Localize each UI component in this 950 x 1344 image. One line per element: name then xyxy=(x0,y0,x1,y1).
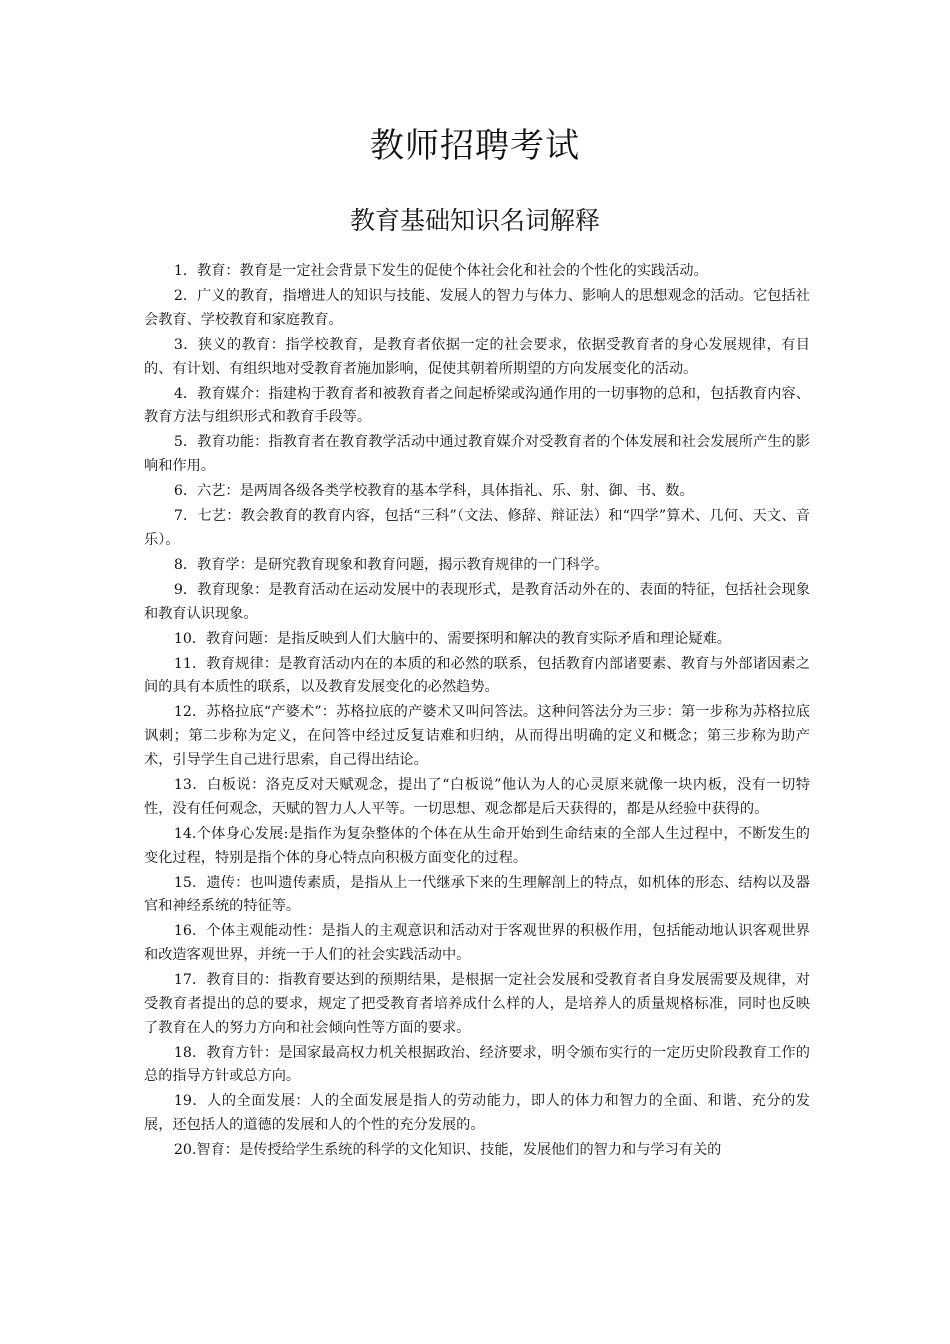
term-definition: 5．教育功能：指教育者在教育教学活动中通过教育媒介对受教育者的个体发展和社会发展所产生的影响和作用。 xyxy=(144,434,810,475)
term-definition: 16．个体主观能动性：是指人的主观意识和活动对于客观世界的积极作用，包括能动地认识客观世界和改造客观世界，并统一于人们的社会实践活动中。 xyxy=(144,923,810,964)
term-definition: 12．苏格拉底“产婆术”：苏格拉底的产婆术又叫问答法。这种问答法分为三步：第一步称为苏格拉底讽刺；第二步称为定义，在问答中经过反复诘难和归纳，从而得出明确的定义和概念；第三步称为助产术，引导学生自己进行思索，自己得出结论。 xyxy=(144,704,810,768)
term-definition: 11．教育规律：是教育活动内在的本质的和必然的联系，包括教育内部诸要素、教育与外部诸因素之间的具有本质性的联系，以及教育发展变化的必然趋势。 xyxy=(144,655,810,696)
term-definition: 15．遗传：也叫遗传素质，是指从上一代继承下来的生理解剖上的特点，如机体的形态、结构以及器官和神经系统的特征等。 xyxy=(144,874,810,915)
term-definition: 18．教育方针：是国家最高权力机关根据政治、经济要求，明令颁布实行的一定历史阶段教育工作的总的指导方针或总方向。 xyxy=(144,1044,810,1085)
term-definition: 1．教育：教育是一定社会背景下发生的促使个体社会化和社会的个性化的实践活动。 xyxy=(173,263,708,279)
term-definition-list xyxy=(144,260,810,1164)
document-title: 教师招聘考试 xyxy=(370,126,580,166)
term-definition: 7．七艺：教会教育的教育内容，包括“三科”（文法、修辞、辩证法）和“四学”算术、几何、天文、音乐）。 xyxy=(144,508,810,548)
term-definition: 9．教育现象：是教育活动在运动发展中的表现形式，是教育活动外在的、表面的特征，包括社会现象和教育认识现象。 xyxy=(144,581,810,622)
document-subtitle: 教育基础知识名词解释 xyxy=(349,206,600,235)
term-definition: 10．教育问题：是指反映到人们大脑中的、需要探明和解决的教育实际矛盾和理论疑难。 xyxy=(173,630,731,647)
term-definition: 19．人的全面发展：人的全面发展是指人的劳动能力，即人的体力和智力的全面、和谐、充分的发展，还包括人的道德的发展和人的个性的充分发展的。 xyxy=(144,1093,810,1134)
term-definition: 6．六艺：是两周各级各类学校教育的基本学科，具体指礼、乐、射、御、书、数。 xyxy=(173,483,694,500)
term-definition: 3．狭义的教育：指学校教育，是教育者依据一定的社会要求，依据受教育者的身心发展规律，有目的、有计划、有组织地对受教育者施加影响，促使其朝着所期望的方向发展变化的活动。 xyxy=(144,336,810,377)
term-definition: 2．广义的教育，指增进人的知识与技能、发展人的智力与体力、影响人的思想观念的活动。它包括社会教育、学校教育和家庭教育。 xyxy=(144,287,810,328)
term-definition: 8．教育学：是研究教育现象和教育问题，揭示教育规律的一门科学。 xyxy=(173,556,609,573)
term-definition: 20.智育：是传授给学生系统的科学的文化知识、技能，发展他们的智力和与学习有关的 xyxy=(173,1142,722,1159)
term-definition: 4．教育媒介：指建构于教育者和被教育者之间起桥梁或沟通作用的一切事物的总和，包括教育内容、教育方法与组织形式和教育手段等。 xyxy=(144,385,810,426)
term-definition: 17．教育目的：指教育要达到的预期结果，是根据一定社会发展和受教育者自身发展需要及规律，对受教育者提出的总的要求，规定了把受教育者培养成什么样的人，是培养人的质量规格标准，同时也反映了教育在人的努力方向和社会倾向性等方面的要求。 xyxy=(144,972,810,1036)
term-definition: 13．白板说：洛克反对天赋观念，提出了“白板说”他认为人的心灵原来就像一块内板，没有一切特性，没有任何观念，天赋的智力人人平等。一切思想、观念都是后天获得的，都是从经验中获得的。 xyxy=(144,776,810,817)
term-definition: 14.个体身心发展:是指作为复杂整体的个体在从生命开始到生命结束的全部人生过程中，不断发生的变化过程，特别是指个体的身心特点向积极方面变化的过程。 xyxy=(144,825,810,866)
